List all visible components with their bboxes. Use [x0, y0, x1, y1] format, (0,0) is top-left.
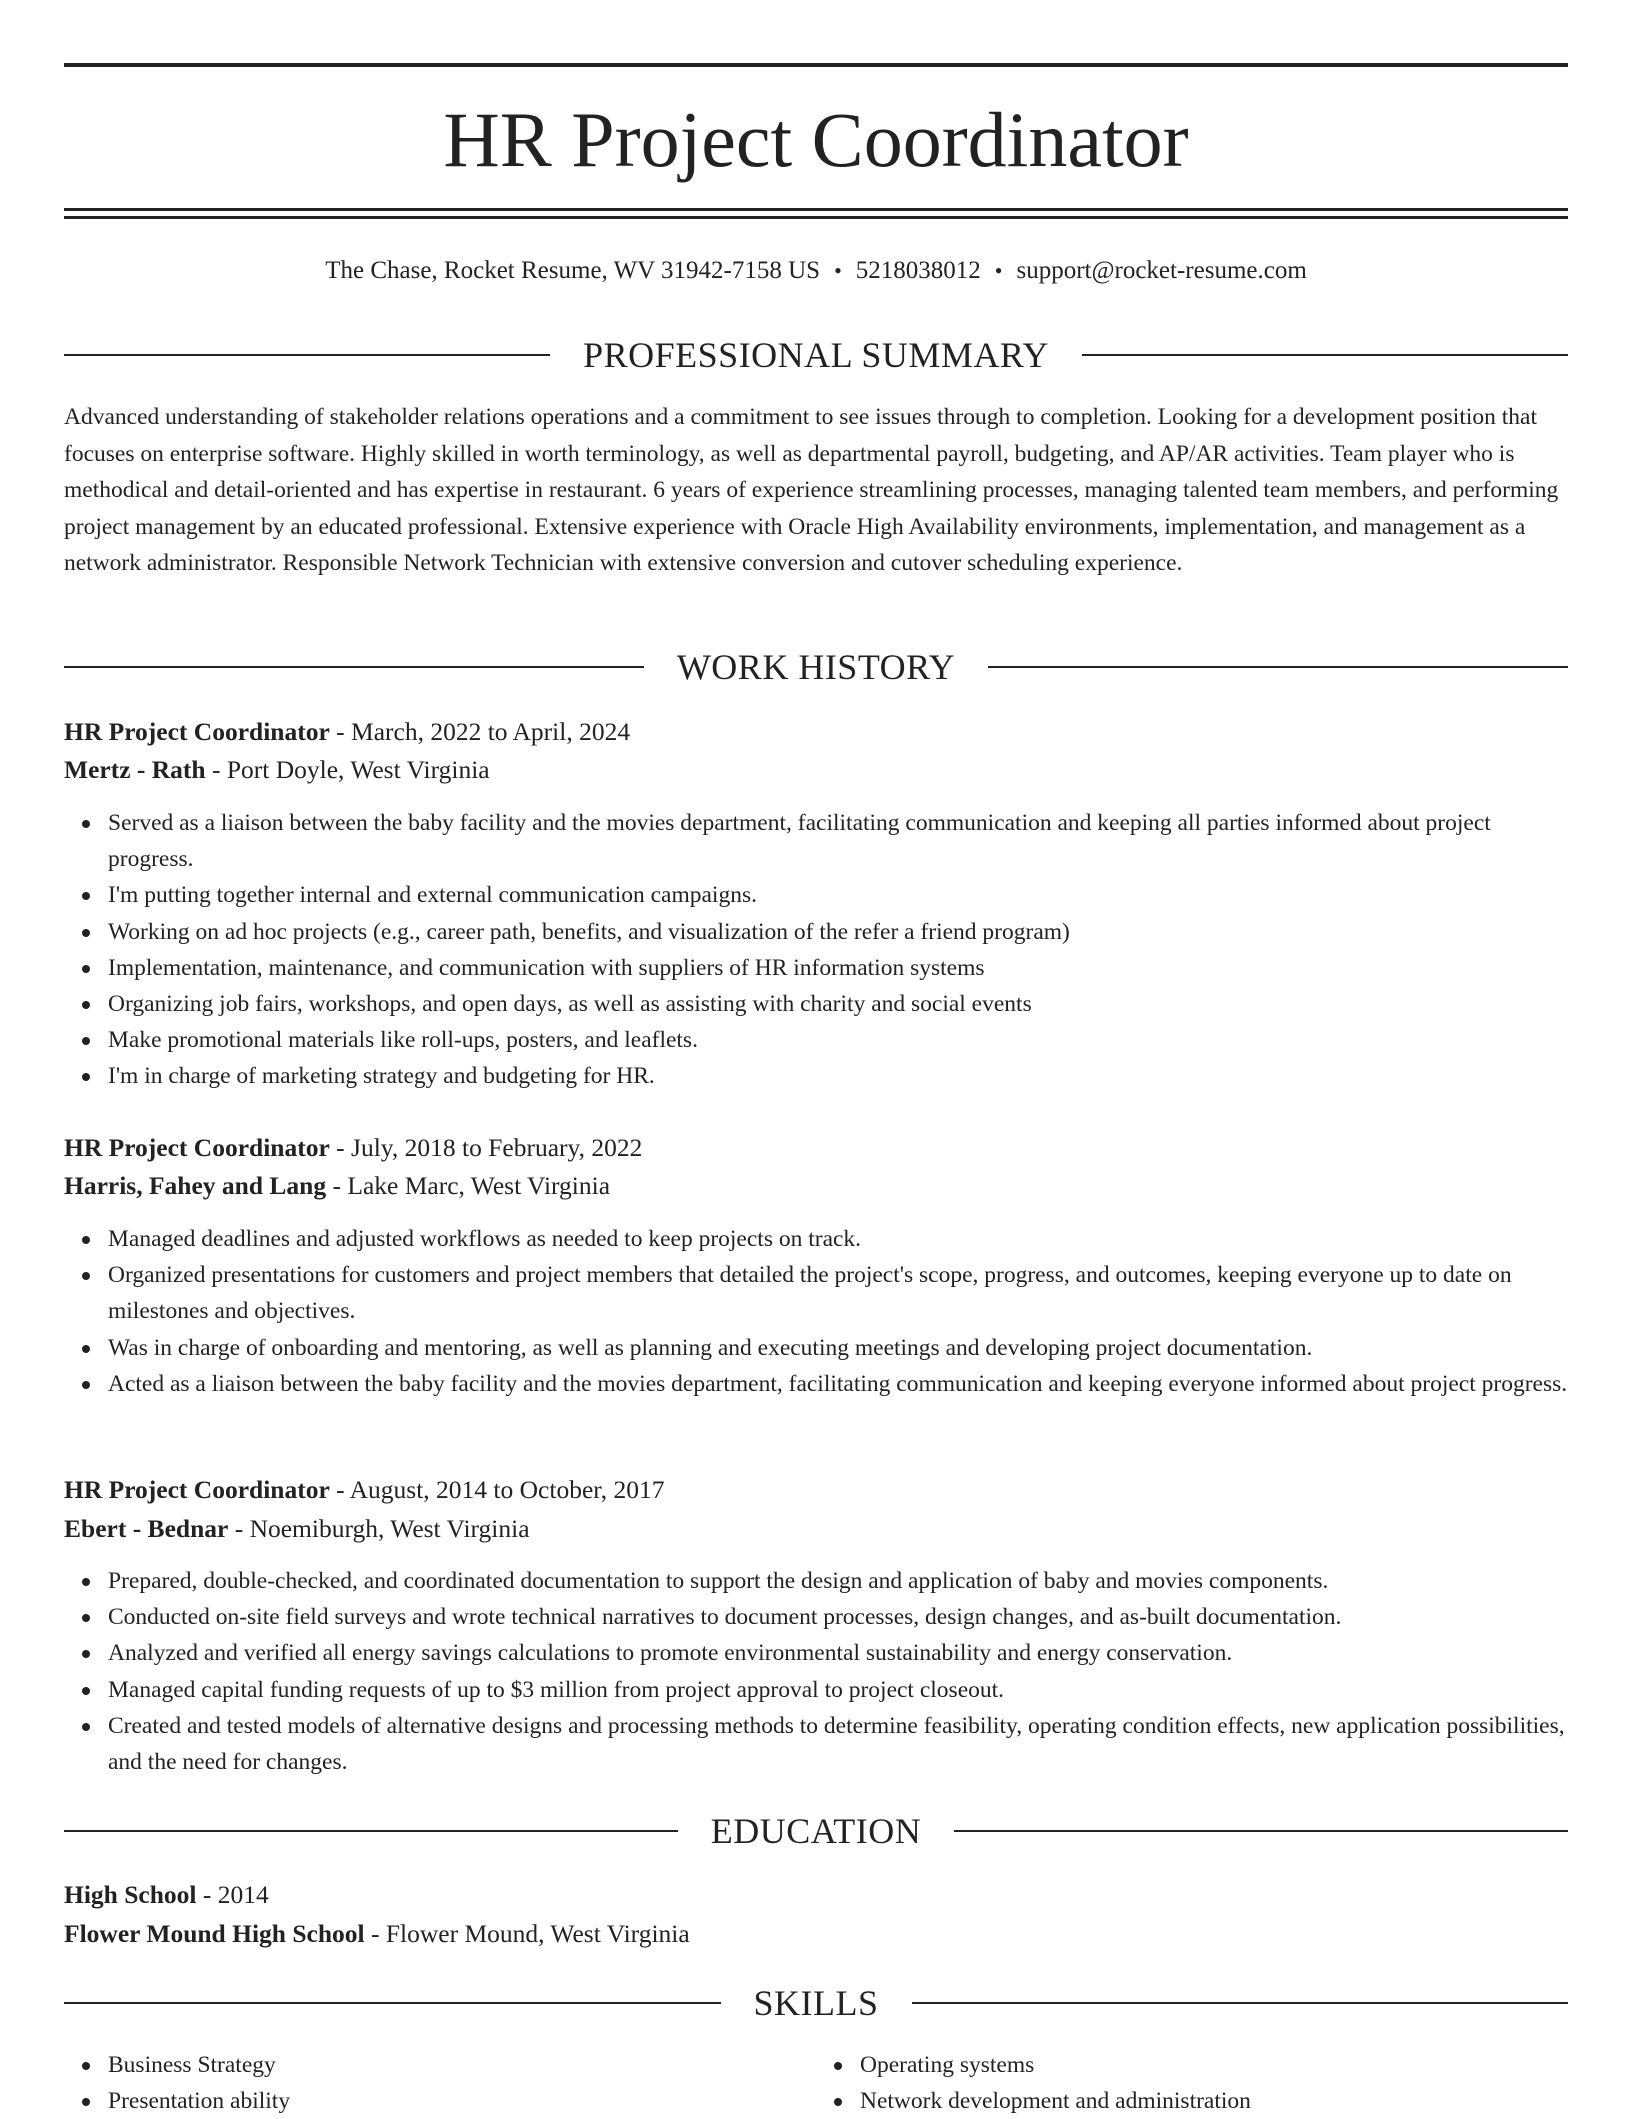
- job-company: Ebert - Bednar: [64, 1514, 229, 1543]
- list-item: I'm in charge of marketing strategy and budgeting for HR.: [108, 1058, 1568, 1094]
- list-item: Organized presentations for customers and project members that detailed the project's scope, progress, and outcomes, keeping everyone up to date on milestones and objectives.: [108, 1257, 1568, 1329]
- education-degree-line: [64, 1876, 1568, 1914]
- divider: [988, 666, 1568, 668]
- job-location: - Lake Marc, West Virginia: [326, 1171, 611, 1200]
- job-company: Mertz - Rath: [64, 755, 206, 784]
- double-rule: [64, 208, 1568, 219]
- contact-phone: 5218038012: [855, 257, 981, 284]
- skill-item: Operating systems: [860, 2047, 1568, 2083]
- separator-dot: •: [994, 258, 1003, 283]
- section-title: SKILLS: [753, 1983, 879, 2023]
- list-item: Acted as a liaison between the baby facility and the movies department, facilitating communication and keeping everyone informed about project progress.: [108, 1366, 1568, 1402]
- section-title: EDUCATION: [710, 1811, 922, 1851]
- divider: [912, 2002, 1569, 2004]
- skills-list: [64, 2047, 1568, 2119]
- job-company-line: [64, 1510, 1568, 1548]
- divider: [64, 1830, 678, 1832]
- list-item: Organizing job fairs, workshops, and open days, as well as assisting with charity and social events: [108, 986, 1568, 1022]
- education-degree: High School: [64, 1880, 197, 1909]
- skills-column-right: [816, 2047, 1568, 2119]
- list-item: Served as a liaison between the baby facility and the movies department, facilitating communication and keeping all parties informed about project progress.: [108, 805, 1568, 877]
- job-dates: - July, 2018 to February, 2022: [329, 1133, 643, 1162]
- resume-name: HR Project Coordinator: [443, 96, 1189, 183]
- job-title-line: [64, 713, 1568, 751]
- education-school-line: [64, 1915, 1568, 1953]
- job-location: - Port Doyle, West Virginia: [205, 755, 490, 784]
- section-heading-education: [64, 1808, 1568, 1854]
- job-bullets: [64, 1221, 1568, 1402]
- education-school: Flower Mound High School: [64, 1919, 365, 1948]
- list-item: Analyzed and verified all energy savings calculations to promote environmental sustainability and energy conservation.: [108, 1635, 1568, 1671]
- top-rule: [64, 63, 1568, 67]
- job-title-line: [64, 1471, 1568, 1509]
- job-company: Harris, Fahey and Lang: [64, 1171, 327, 1200]
- list-item: Make promotional materials like roll-ups, posters, and leaflets.: [108, 1022, 1568, 1058]
- contact-line: [64, 254, 1568, 288]
- job-company-line: [64, 751, 1568, 789]
- job-title-line: [64, 1129, 1568, 1167]
- job-bullets: [64, 1563, 1568, 1780]
- job-title: HR Project Coordinator: [64, 717, 330, 746]
- summary-text: Advanced understanding of stakeholder relations operations and a commitment to see issues through to completion. Looking for a development position that focuses on enterprise software. Highly skilled in worth terminology, as well as departmental payroll, budgeting, and AP/AR activities. Team player who is methodical and detail-oriented and has expertise in restaurant. 6 years of experience streamlining processes, managing talented team members, and performing project management by an educated professional. Extensive experience with Oracle High Availability environments, implementation, and management as a network administrator. Responsible Network Technician with extensive conversion and cutover scheduling experience.: [64, 404, 1559, 576]
- section-title: PROFESSIONAL SUMMARY: [583, 335, 1049, 375]
- section-heading-work: [64, 644, 1568, 690]
- separator-dot: •: [834, 258, 842, 283]
- skill-item: Business Strategy: [108, 2047, 816, 2083]
- list-item: Prepared, double-checked, and coordinated documentation to support the design and application of baby and movies components.: [108, 1563, 1568, 1599]
- skills-column-left: [64, 2047, 816, 2119]
- list-item: Was in charge of onboarding and mentoring, as well as planning and executing meetings and developing project documentation.: [108, 1330, 1568, 1366]
- job-company-line: [64, 1167, 1568, 1205]
- job-dates: - August, 2014 to October, 2017: [329, 1475, 665, 1504]
- list-item: Conducted on-site field surveys and wrote technical narratives to document processes, design changes, and as-built documentation.: [108, 1599, 1568, 1635]
- job-title: HR Project Coordinator: [64, 1133, 330, 1162]
- job-dates: - March, 2022 to April, 2024: [329, 717, 631, 746]
- divider: [1082, 354, 1568, 356]
- education-location: - Flower Mound, West Virginia: [364, 1919, 690, 1948]
- skill-item: Network development and administration: [860, 2083, 1568, 2119]
- divider: [64, 2002, 721, 2004]
- list-item: Managed deadlines and adjusted workflows as needed to keep projects on track.: [108, 1221, 1568, 1257]
- contact-address: The Chase, Rocket Resume, WV 31942-7158 US: [325, 257, 821, 284]
- divider: [64, 354, 550, 356]
- divider: [954, 1830, 1568, 1832]
- section-title: WORK HISTORY: [676, 647, 956, 687]
- job-bullets: [64, 805, 1568, 1095]
- section-heading-summary: [64, 332, 1568, 378]
- list-item: Managed capital funding requests of up to $3 million from project approval to project closeout.: [108, 1672, 1568, 1708]
- skill-item: Presentation ability: [108, 2083, 816, 2119]
- list-item: Implementation, maintenance, and communication with suppliers of HR information systems: [108, 950, 1568, 986]
- list-item: I'm putting together internal and external communication campaigns.: [108, 877, 1568, 913]
- job-title: HR Project Coordinator: [64, 1475, 330, 1504]
- contact-email[interactable]: support@rocket-resume.com: [1016, 257, 1307, 284]
- list-item: Created and tested models of alternative designs and processing methods to determine feasibility, operating condition effects, new application possibilities, and the need for changes.: [108, 1708, 1568, 1780]
- education-year: - 2014: [196, 1880, 269, 1909]
- section-heading-skills: [64, 1980, 1568, 2026]
- job-location: - Noemiburgh, West Virginia: [228, 1514, 530, 1543]
- divider: [64, 666, 644, 668]
- list-item: Working on ad hoc projects (e.g., career path, benefits, and visualization of the refer a friend program): [108, 914, 1568, 950]
